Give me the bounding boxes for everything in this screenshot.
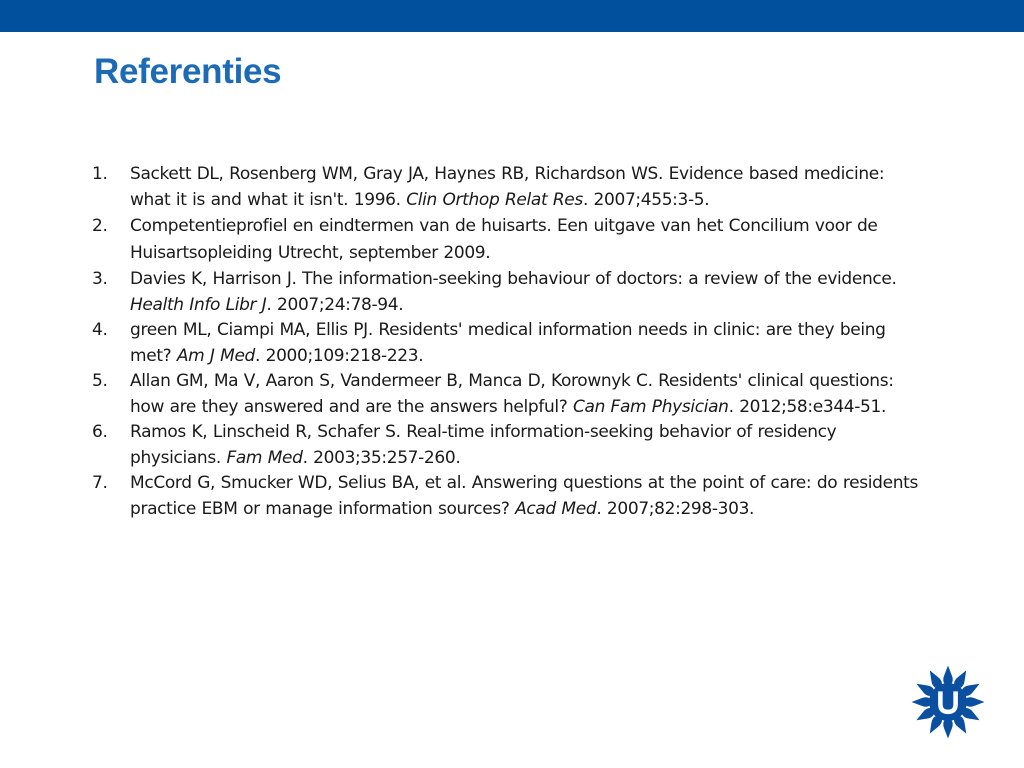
- reference-number: 3.: [92, 269, 108, 289]
- reference-list: [92, 162, 922, 522]
- reference-journal: Am J Med: [176, 345, 256, 366]
- reference-number: 2.: [92, 216, 108, 236]
- top-brand-bar: [0, 0, 1024, 32]
- reference-number: 7.: [92, 473, 108, 493]
- reference-item: [92, 267, 922, 318]
- reference-item: [92, 471, 922, 522]
- university-sun-logo-icon: [910, 664, 986, 740]
- reference-details: . 2007;455:3-5.: [582, 189, 710, 210]
- reference-text: Allan GM, Ma V, Aaron S, Vandermeer B, Manca D, Korownyk C. Residents' clinical questions: how are they answered and are the answers helpful?: [130, 371, 894, 417]
- reference-number: 5.: [92, 371, 108, 391]
- reference-text: green ML, Ciampi MA, Ellis PJ. Residents' medical information needs in clinic: are they being met?: [130, 320, 886, 366]
- reference-text: Davies K, Harrison J. The information-seeking behaviour of doctors: a review of the evidence.: [130, 269, 897, 289]
- reference-details: . 2007;24:78-94.: [266, 294, 404, 315]
- reference-number: 1.: [92, 164, 108, 184]
- reference-number: 4.: [92, 320, 108, 340]
- reference-details: . 2003;35:257-260.: [302, 447, 461, 468]
- reference-journal: Acad Med: [515, 498, 597, 519]
- reference-details: . 2007;82:298-303.: [596, 498, 755, 519]
- reference-item: [92, 369, 922, 420]
- reference-item: [92, 318, 922, 369]
- reference-details: . 2012;58:e344-51.: [728, 396, 887, 417]
- reference-number: 6.: [92, 422, 108, 442]
- reference-text: Ramos K, Linscheid R, Schafer S. Real-time information-seeking behavior of residency physicians.: [130, 422, 837, 468]
- reference-journal: Health Info Libr J: [130, 294, 267, 315]
- reference-item: [92, 162, 922, 213]
- reference-journal: Clin Orthop Relat Res: [406, 189, 583, 210]
- reference-journal: Fam Med: [226, 447, 303, 468]
- slide-title: Referenties: [94, 52, 282, 91]
- reference-item: [92, 420, 922, 471]
- reference-text: Sackett DL, Rosenberg WM, Gray JA, Haynes RB, Richardson WS. Evidence based medicine: what it is and what it isn't. 1996.: [130, 164, 885, 210]
- reference-details: . 2000;109:218-223.: [255, 345, 424, 366]
- reference-item: [92, 213, 922, 267]
- reference-journal: Can Fam Physician: [572, 396, 729, 417]
- reference-text: McCord G, Smucker WD, Selius BA, et al. Answering questions at the point of care: do residents practice EBM or manage information sources?: [130, 473, 918, 519]
- reference-text: Competentieprofiel en eindtermen van de huisarts. Een uitgave van het Concilium voor de Huisartsopleiding Utrecht, september 2009.: [130, 216, 878, 263]
